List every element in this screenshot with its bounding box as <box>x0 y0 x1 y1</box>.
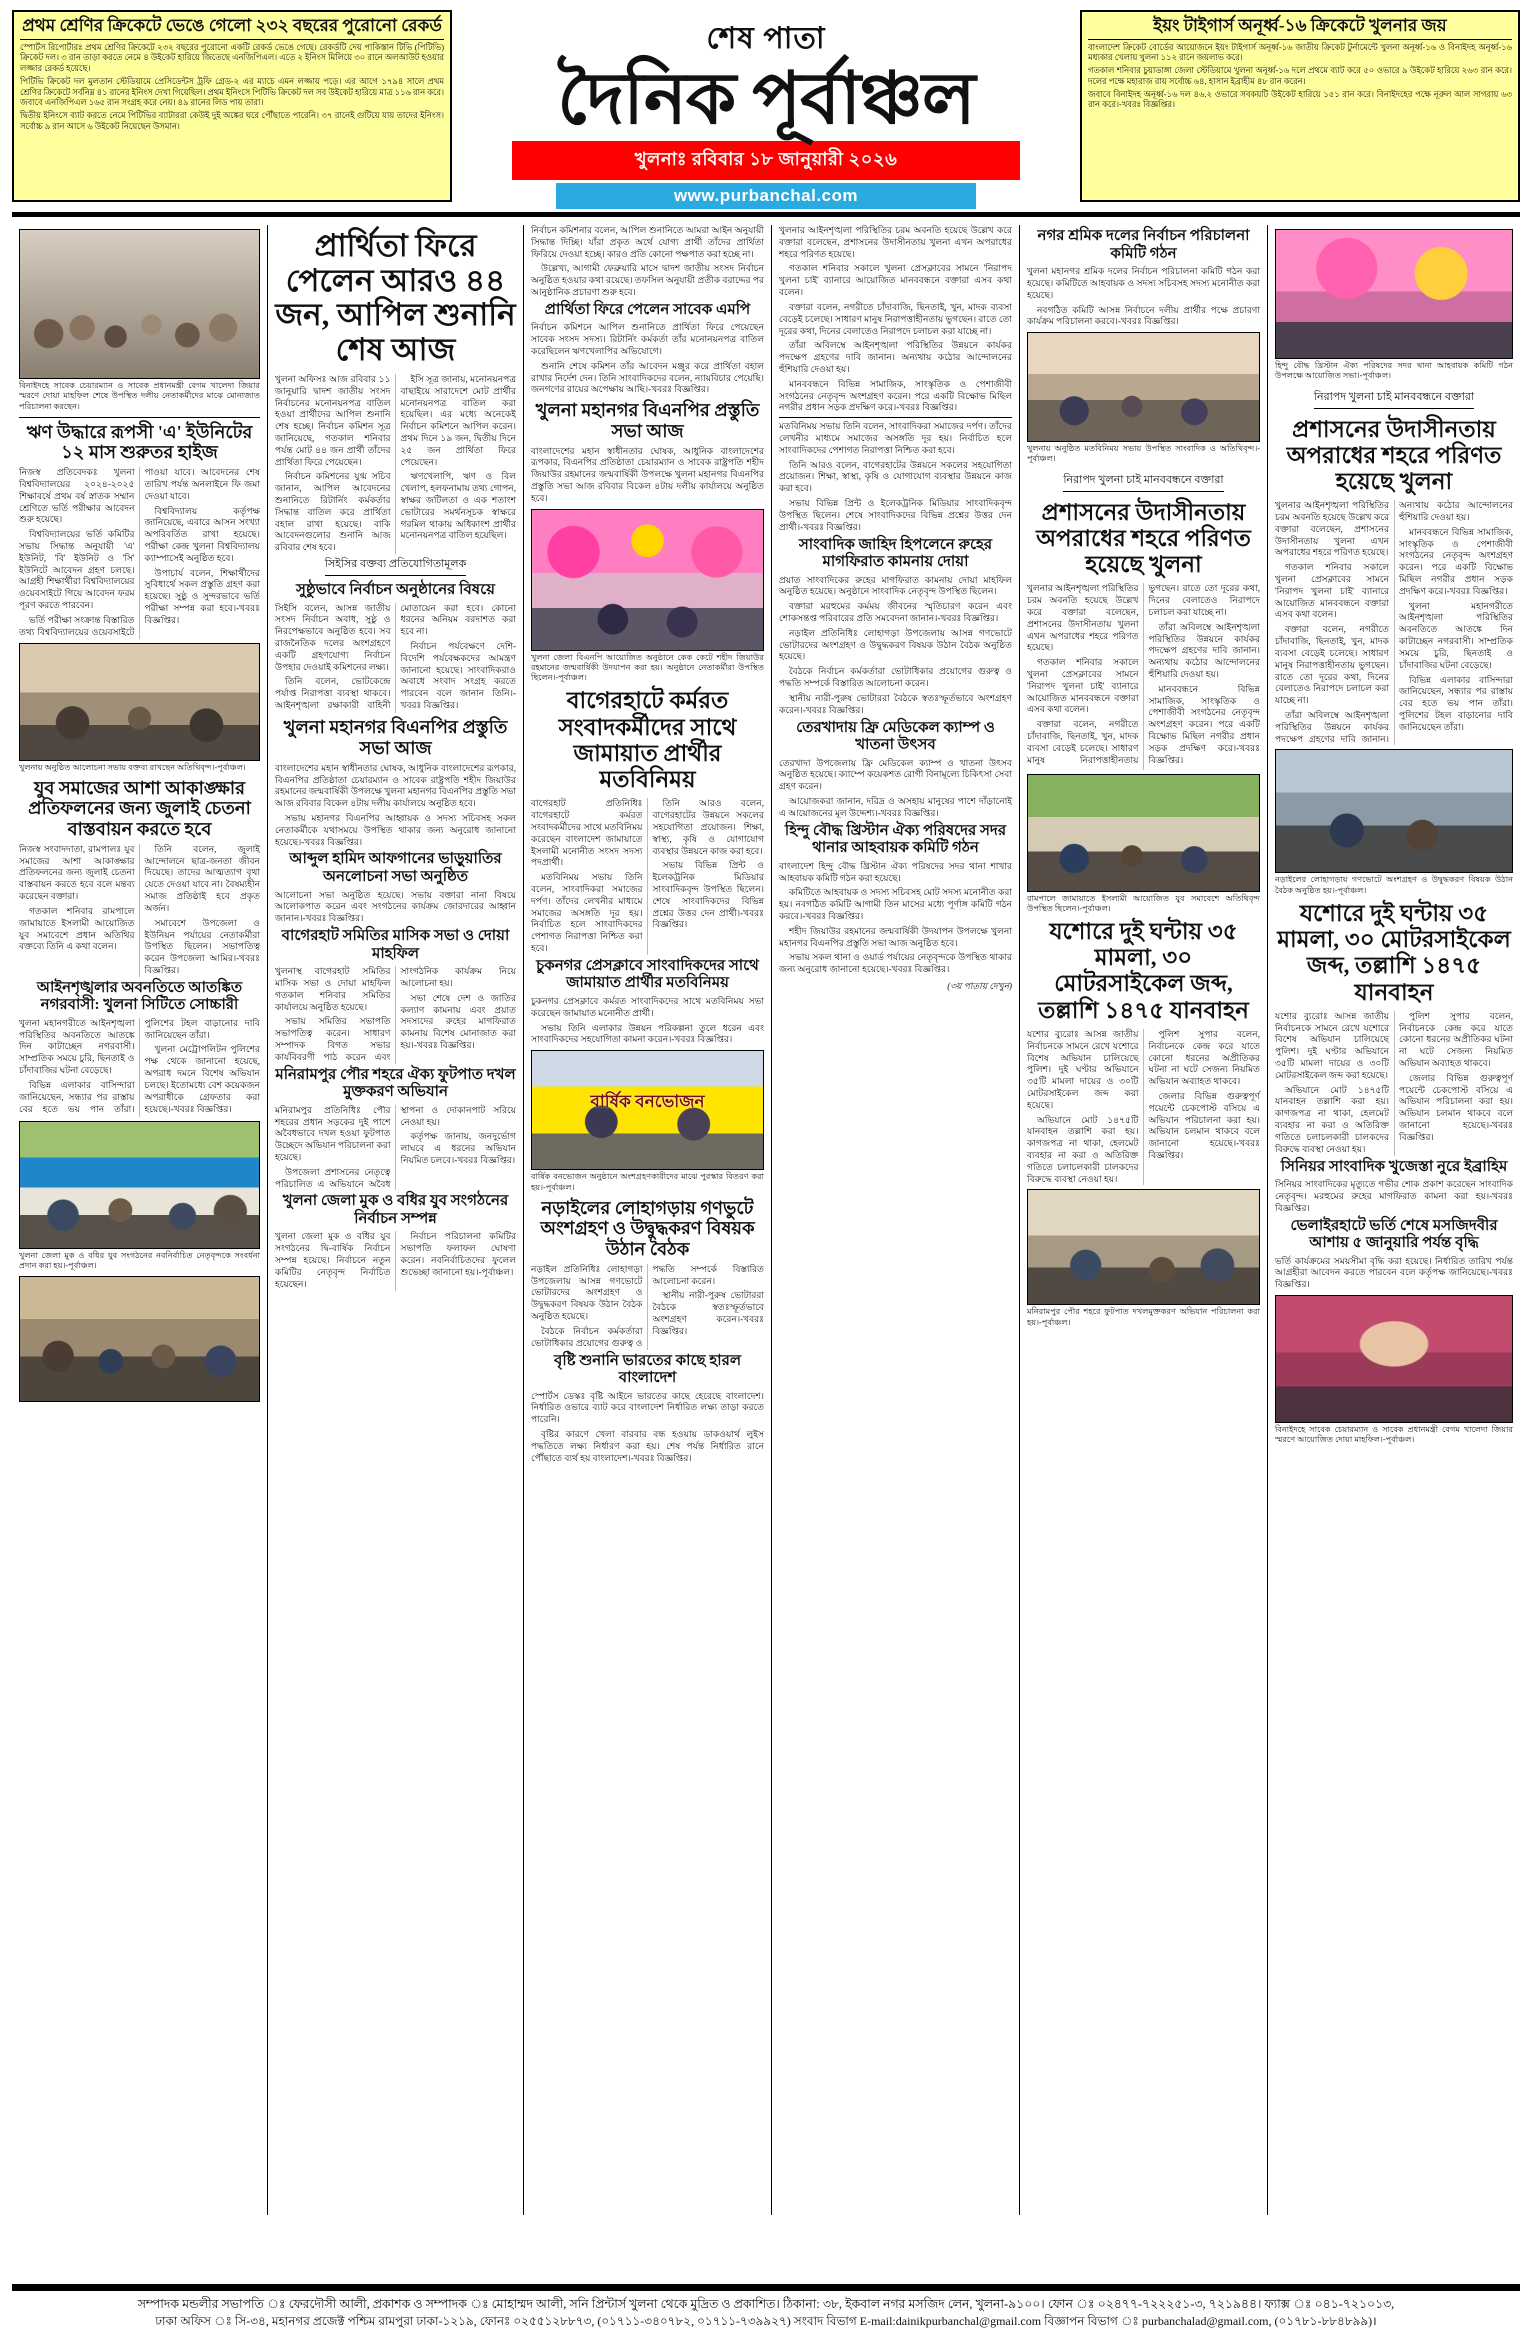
story-headline-terokhada[interactable]: তেরখাদায় ফ্রি মেডিকেল ক্যাম্প ও খাতনা উৎসব <box>796 719 995 754</box>
story-headline-deaf-youth[interactable]: খুলনা জেলা মুক ও বধির যুব সংগঠনের নির্বাচন সম্পন্ন <box>282 1193 509 1227</box>
paragraph: বক্তারা বলেন, নগরীতে চাঁদাবাজি, ছিনতাই, খুন, মাদক ব্যবসা বেড়েই চলেছে। সাধারণ মানুষ নিরাপত্তাহীনতায় ভুগছেন। রাতে তো দূরের কথা, দিনের বেলাতেও নিরাপদে চলাচল করা যাচ্ছে না। <box>779 301 1012 336</box>
paragraph: বক্তারা বলেন, নগরীতে চাঁদাবাজি, ছিনতাই, খুন, মাদক ব্যবসা বেড়েই চলেছে। সাধারণ মানুষ নিরাপত্তাহীনতায় ভুগছেন। রাতে তো দূরের কথা, দিনের বেলাতেও নিরাপদে চলাচল করা যাচ্ছে না। <box>1027 583 1260 765</box>
story-body-jessore-cases <box>1275 1011 1513 1156</box>
paragraph: জেলার বিভিন্ন গুরুত্বপূর্ণ পয়েন্টে চেকপোস্ট বসিয়ে এ অভিযান পরিচালনা করা হয়। অভিযান চলমান থাকবে বলে জানানো হয়েছে।-খবরঃ বিজ্ঞপ্তির। <box>1399 1072 1513 1142</box>
photo-celebration <box>1275 229 1513 359</box>
paragraph: গতকাল শনিবার রামপালে জামায়াতে ইসলামী আয়োজিত যুব সমাবেশে প্রধান অতিথির বক্তব্যে তিনি এ কথা বলেন। <box>19 905 135 952</box>
story-body-narail <box>531 1264 764 1350</box>
flag-box-right <box>1080 10 1520 202</box>
flag-right-para: জবাবে বিনাইদহ অনূর্ধ্ব-১৬ দল ৪৬.২ ওভারে সবকয়টি উইকেট হারিয়ে ১৫১ রান করে। বিনাইদহের পক্ষে নূরুল আল সাগরায় ৬৩ রান করে।-খবরঃ বিজ্ঞপ্তির। <box>1088 89 1512 110</box>
paragraph: বিশ্ববিদ্যালয় কর্তৃপক্ষ জানিয়েছে, এবারে আসন সংখ্যা অপরিবর্তিত রাখা হয়েছে। পরীক্ষা কেন্দ্র খুলনা বিশ্ববিদ্যালয় ক্যাম্পাসেই অনুষ্ঠিত হবে। <box>144 505 260 563</box>
footer-line-1: সম্পাদক মন্ডলীর সভাপতি ঃ ফেরদৌসী আলী, প্রকাশক ও সম্পাদক ঃ মোহাম্মদ আলী, সনি প্রিন্টার্স খুলনা থেকে মুদ্রিত ও প্রকাশিত। ঠিকানা: ৩৮, ইকবাল নগর মসজিদ লেন, খুলনা-৯১০০। ফোন ঃ ০২৪৭৭-৭২২২৫১-৩, ৭২১৯৪৪। ফ্যাক্স ঃ ০৪১-৭২১০১৩, <box>137 2297 1395 2312</box>
paragraph: খুলনা মহানগরীতে আইনশৃঙ্খলা পরিস্থিতির অবনতিতে আতঙ্কে দিন কাটাচ্ছেন নগরবাসী। সাম্প্রতিক সময়ে চুরি, ছিনতাই ও চাঁদাবাজির ঘটনা বেড়েছে। <box>1399 600 1513 670</box>
photo-annual-picnic <box>531 1050 764 1170</box>
paragraph: তাঁরা অবিলম্বে আইনশৃঙ্খলা পরিস্থিতির উন্নয়নে কার্যকর পদক্ষেপ গ্রহণের দাবি জানান। অন্যথায় কঠোর আন্দোলনের হুঁশিয়ারি দেওয়া হয়। <box>1148 621 1260 679</box>
photo-caption: মনিরামপুর পৌর শহরে ফুটপাত দখলমুক্তকরণ অভিযান পরিচালনা করা হয়।-পূর্বাঞ্চল। <box>1027 1307 1260 1327</box>
story-headline-jessore-drive[interactable]: যশোরে দুই ঘন্টায় ৩৫ মামলা, ৩০ মোটরসাইকেল জব্দ, তল্লাশি ১৪৭৫ যানবাহন <box>1038 919 1249 1023</box>
paragraph: সভা শেষে দেশ ও জাতির কল্যাণ কামনায় এবং প্রয়াত সদস্যদের রুহের মাগফিরাত কামনায় বিশেষ মোনাজাত করা হয়।-খবরঃ বিজ্ঞপ্তির। <box>400 992 516 1050</box>
paragraph: বাংলাদেশ হিন্দু বৌদ্ধ খ্রিস্টান ঐক্য পরিষদের সদর থানা শাখার আহবায়ক কমিটি গঠন করা হয়েছে। <box>779 860 1012 883</box>
paragraph: শহীদ জিয়াউর রহমানের জন্মবার্ষিকী উদযাপন উপলক্ষে খুলনা মহানগর বিএনপির প্রস্তুতি সভা আজ অনুষ্ঠিত হবে। <box>779 925 1012 948</box>
paragraph: বিভিন্ন এলাকার বাসিন্দারা জানিয়েছেন, সন্ধ্যার পর রাস্তায় বের হতে ভয় পান তাঁরা। পুলিশের টহল বাড়ানোর দাবি জানিয়েছেন তাঁরা। <box>19 1017 260 1114</box>
paragraph: মনিরামপুর প্রতিনিধিঃ পৌর শহরের প্রধান সড়কের দুই পাশে অবৈধভাবে দখল হওয়া ফুটপাত উচ্ছেদে অভিযান পরিচালনা করা হয়েছে। <box>275 1104 391 1162</box>
masthead-supertitle: শেষ পাতা <box>706 22 826 55</box>
paragraph: যশোর ব্যুরোঃ আসন্ন জাতীয় নির্বাচনকে সামনে রেখে যশোরে বিশেষ অভিযান চালিয়েছে পুলিশ। দুই ঘণ্টার অভিযানে ৩৫টি মামলা দায়ের ও ৩০টি মোটরসাইকেল জব্দ করা হয়েছে। <box>1275 1010 1389 1080</box>
paragraph: তেরখাদা উপজেলায় ফ্রি মেডিকেল ক্যাম্প ও খাতনা উৎসব অনুষ্ঠিত হয়েছে। ক্যাম্পে কয়েকশত রোগী বিনামূল্যে চিকিৎসা সেবা গ্রহণ করেন। <box>779 757 1012 792</box>
story-headline-ku-admission[interactable]: ঋণ উদ্ধারে রূপসী 'এ' ইউনিটের ১২ মাস শুরুতর হাইজ <box>26 421 253 463</box>
column-4 <box>772 225 1020 2215</box>
paragraph: স্পোর্টস ডেস্কঃ বৃষ্টি আইনে ভারতের কাছে হেরেছে বাংলাদেশ। নির্ধারিত ওভারে ব্যাট করে বাংলাদেশ নির্ধারিত লক্ষ্য তাড়া করতে পারেনি। <box>531 1390 764 1425</box>
divider <box>19 417 260 418</box>
kicker-wrap <box>1027 470 1260 495</box>
paragraph: তিনি বলেন, ভোটকেন্দ্রে পর্যাপ্ত নিরাপত্তা ব্যবস্থা থাকবে। আইনশৃঙ্খলা রক্ষাকারী বাহিনী মোতায়েন করা হবে। কোনো ধরনের অনিয়ম বরদাশত করা হবে না। <box>275 602 516 711</box>
paragraph: তাঁরা অবিলম্বে আইনশৃঙ্খলা পরিস্থিতির উন্নয়নে কার্যকর পদক্ষেপ গ্রহণের দাবি জানান। অন্যথায় কঠোর আন্দোলনের হুঁশিয়ারি দেওয়া হয়। <box>1275 500 1513 744</box>
photo-caption: খুলনায় অনুষ্ঠিত আলোচনা সভায় বক্তব্য রাখছেন অতিথিবৃন্দ।-পূর্বাঞ্চল। <box>19 762 246 772</box>
paragraph: মতবিনিময় সভায় তিনি বলেন, সাংবাদিকরা সমাজের দর্পণ। তাঁদের লেখনীর মাধ্যমে সমাজের অসঙ্গতি দূর হয়। নির্বাচিত হলে সাংবাদিকদের পেশাগত নিরাপত্তা নিশ্চিত করা হবে। <box>531 872 643 954</box>
photo-uthan-boithok <box>1275 749 1513 873</box>
paragraph: পুলিশ সুপার বলেন, নির্বাচনকে কেন্দ্র করে যাতে কোনো ধরনের অপ্রীতিকর ঘটনা না ঘটে সেজন্য নিয়মিত অভিযান অব্যাহত থাকবে। <box>1399 1010 1513 1069</box>
paragraph: শুনানি শেষে কমিশন তাঁর আবেদন মঞ্জুর করে প্রার্থিতা বহাল রাখার নির্দেশ দেন। তিনি সাংবাদিকদের বলেন, ন্যায়বিচার পেয়েছি। জনগণের রায়ের অপেক্ষায় আছি।-খবরঃ বিজ্ঞপ্তির। <box>531 360 764 395</box>
paragraph: বাগেরহাট প্রতিনিধিঃ বাগেরহাটে কর্মরত সংবাদকর্মীদের সাথে মতবিনিময় করেছেন বাংলাদেশ জামায়াতে ইসলামী মনোনীত সংসদ সদস্য পদপ্রার্থী। <box>531 798 643 868</box>
masthead-title: দৈনিক পূর্বাঞ্চল <box>557 59 975 139</box>
story-kicker-cec: সিইসির বক্তব্য প্রতিযোগিতামূলক <box>325 555 467 576</box>
story-body-admin-negligence <box>1275 500 1513 745</box>
lead-body <box>275 374 516 554</box>
story-headline-narail[interactable]: নড়াইলের লোহাগড়ায় গণভুটে অংশগ্রহণ ও উদ্বুদ্ধকরণ বিষয়ক উঠান বৈঠক <box>540 1197 755 1260</box>
paragraph: আলোচনা সভা অনুষ্ঠিত হয়েছে। সভায় বক্তারা নানা বিষয়ে আলোকপাত করেন এবং সংগঠনের কার্যক্রম জোরদারের আহ্বান জানান।-খবরঃ বিজ্ঞপ্তির। <box>275 889 516 924</box>
flag-left-para: স্পোর্টস রিপোর্টারঃ প্রথম শ্রেণির ক্রিকেটে ২৩২ বছরের পুরোনো একটি রেকর্ড ভেঙে গেছে। রেকর্ডটি দেয় পাকিস্তান টিভি (পিটিভি) ক্রিকেট দল। ৩ রান তাড়া করতে নেমে ৪ উইকেট হারিয়ে জিতেছে এনজিপিএল। এতে ২ ইনিংস মিলিয়ে ৩০ রানে অলআউট হওয়ার লজ্জার রেকর্ড হয়েছে। <box>20 42 444 74</box>
column-3 <box>524 225 772 2215</box>
masthead <box>12 10 1520 206</box>
paragraph: নড়াইল প্রতিনিধিঃ লোহাগড়া উপজেলায় আসন্ন গণভোটে ভোটারদের অংশগ্রহণ ও উদ্বুদ্ধকরণ বিষয়ক উঠান বৈঠক অনুষ্ঠিত হয়েছে। <box>531 1263 643 1322</box>
paragraph: ভর্তি কার্যক্রমের সময়সীমা বৃদ্ধি করা হয়েছে। নির্ধারিত তারিখ পর্যন্ত আগ্রহীরা আবেদন করতে পারবেন বলে কর্তৃপক্ষ জানিয়েছে।-খবরঃ বিজ্ঞপ্তির। <box>1275 1255 1513 1290</box>
paragraph: কর্তৃপক্ষ জানায়, জনদুর্ভোগ লাঘবে এ ধরনের অভিযান নিয়মিত চলবে।-খবরঃ বিজ্ঞপ্তির। <box>400 1131 516 1165</box>
paragraph: জেলার বিভিন্ন গুরুত্বপূর্ণ পয়েন্টে চেকপোস্ট বসিয়ে এ অভিযান পরিচালনা করা হয়। অভিযান চলমান থাকবে বলে জানানো হয়েছে।-খবরঃ বিজ্ঞপ্তির। <box>1148 1090 1260 1160</box>
paragraph: বিভিন্ন এলাকার বাসিন্দারা জানিয়েছেন, সন্ধ্যার পর রাস্তায় বের হতে ভয় পান তাঁরা। পুলিশের টহল বাড়ানোর দাবি জানিয়েছেন তাঁরা। <box>1399 674 1513 732</box>
paragraph: স্থানীয় নারী-পুরুষ ভোটাররা বৈঠকে স্বতঃস্ফূর্তভাবে অংশগ্রহণ করেন।-খবরঃ বিজ্ঞপ্তির। <box>779 692 1012 715</box>
paragraph: সভায় সকল থানা ও ওয়ার্ড পর্যায়ের নেতৃবৃন্দকে উপস্থিত থাকার জন্য অনুরোধ জানানো হয়েছে।-খবরঃ বিজ্ঞপ্তির। <box>779 952 1012 975</box>
paragraph: ঋণখেলাপি, ঋণ ও বিল খেলাপ, হলফনামায় তথ্য গোপন, স্বাক্ষর জটিলতা ও এক শতাংশ ভোটারের সমর্থনসূচক স্বাক্ষরে গরমিল থাকায় অধিকাংশ প্রার্থীর মনোনয়নপত্র বাতিল হয়েছিল। <box>400 471 516 541</box>
photo-caption: খুলনা জেলা মুক ও বধির যুব সংগঠনের নবনির্বাচিত নেতৃবৃন্দকে সংবর্ধনা প্রদান করা হয়।-পূর্বাঞ্চল। <box>19 1250 260 1271</box>
masthead-rule <box>12 212 1520 217</box>
paragraph: নির্বাচন কমিশনের যুগ্ম সচিব জানান, আপিল আবেদনের শুনানিতে রিটার্নিং কর্মকর্তার সিদ্ধান্ত বাতিল করে প্রার্থিতা বহাল রাখা হয়েছে। বাকি আবেদনগুলোর শুনানি আজ রবিবার শেষ হবে। <box>275 471 391 553</box>
paragraph: খুলনা মেট্রোপলিটন পুলিশের পক্ষ থেকে জানানো হয়েছে, অপরাধ দমনে বিশেষ অভিযান চলছে। ইতোমধ্যে বেশ কয়েকজন অপরাধীকে গ্রেফতার করা হয়েছে।-খবরঃ বিজ্ঞপ্তির। <box>144 1044 260 1114</box>
photo-banner-text: বার্ষিক বনভোজন <box>590 1092 705 1112</box>
paragraph: আয়োজকরা জানান, দরিদ্র ও অসহায় মানুষের পাশে দাঁড়ানোই এ আয়োজনের মূল উদ্দেশ্য।-খবরঃ বিজ্ঞপ্তির। <box>779 796 1012 818</box>
paragraph: ইসি সূত্র জানায়, মনোনয়নপত্র বাছাইয়ে সারাদেশে মোট প্রার্থীর মনোনয়নপত্র বাতিল করা হয়েছিল। এর মধ্যে অনেকেই নির্বাচন কমিশনে আপিল করেন। প্রথম দিনে ১৯ জন, দ্বিতীয় দিনে ২৫ জন প্রার্থিতা ফিরে পেয়েছেন। <box>400 373 516 467</box>
paragraph: বক্তারা মরহুমের কর্মময় জীবনের স্মৃতিচারণ করেন এবং শোকসন্তপ্ত পরিবারের প্রতি সমবেদনা জানান।-খবরঃ বিজ্ঞপ্তির। <box>779 601 1012 624</box>
paragraph: খুলনা অফিসঃ আজ রবিবার ১১ জানুয়ারি দ্বাদশ জাতীয় সংসদ নির্বাচনের মনোনয়নপত্র বাতিল হওয়া প্রার্থীদের আপিল শুনানি শেষ হচ্ছে। নির্বাচন কমিশন সূত্র জানিয়েছে, গতকাল শনিবার পর্যন্ত মোট ৪৪ জন প্রার্থী তাঁদের প্রার্থিতা ফিরে পেয়েছেন। <box>275 373 391 467</box>
column-6 <box>1268 225 1520 2215</box>
story-body-safe-khulna <box>1027 583 1260 769</box>
paragraph: তিনি আরও বলেন, বাগেরহাটের উন্নয়নে সকলের সহযোগিতা প্রয়োজন। শিক্ষা, স্বাস্থ্য, কৃষি ও যোগাযোগ ব্যবস্থার উন্নয়নে কাজ করা হবে। <box>652 798 764 856</box>
paragraph: মানববন্ধনে বিভিন্ন সামাজিক, সাংস্কৃতিক ও পেশাজীবী সংগঠনের নেতৃবৃন্দ অংশগ্রহণ করেন। পরে একটি বিক্ষোভ মিছিল নগরীর প্রধান সড়ক প্রদক্ষিণ করে।-খবরঃ বিজ্ঞপ্তির। <box>1399 526 1513 596</box>
story-headline-bagerhat-jamaat[interactable]: বাগেরহাটে কর্মরত সংবাদকর্মীদের সাথে জামায়াত প্রার্থীর মতবিনিময় <box>558 688 737 793</box>
flag-left-body <box>20 43 444 133</box>
paragraph: সিনিয়র সাংবাদিকের মৃত্যুতে গভীর শোক প্রকাশ করেছেন সাংবাদিক নেতৃবৃন্দ। মরহুমের রুহের মাগফিরাত কামনা করা হয়।-খবরঃ বিজ্ঞপ্তির। <box>1275 1179 1513 1213</box>
story-headline-bnp-prep[interactable]: খুলনা মহানগর বিএনপির প্রস্তুতি সভা আজ <box>535 400 760 441</box>
story-body-bagerhat-samiti <box>275 966 516 1064</box>
lead-subheadline: প্রার্থিতা ফিরে পেলেন সাবেক এমপি <box>544 301 751 318</box>
paragraph: বৈঠকে নির্বাচন কর্মকর্তারা ভোটাধিকার প্রয়োগের গুরুত্ব ও পদ্ধতি সম্পর্কে বিস্তারিত আলোচনা করেন। <box>531 1263 764 1348</box>
paragraph: নির্বাচন কমিশনার বলেন, আপিল শুনানিতে আমরা আইন অনুযায়ী সিদ্ধান্ত দিচ্ছি। যাঁরা প্রকৃত অর্থে যোগ্য প্রার্থী তাঁদের প্রার্থিতা ফিরিয়ে দেওয়া হচ্ছে। কারও প্রতি কোনো পক্ষপাত করা হচ্ছে না। <box>531 225 764 259</box>
flag-right-para: গতকাল শনিবার চুয়াডাঙ্গা জেলা স্টেডিয়ামে খুলনা অনূর্ধ্ব-১৬ দলে প্রথমে ব্যাট করে ৫০ ওভারে ৯ উইকেট হারিয়ে ২৬৩ রান করে। দলের পক্ষে মহারাজ রায় সর্বোচ্চ ৬৪, হাসান ইব্রাহীম ৪৮ রান করেন। <box>1088 66 1512 86</box>
paragraph: নড়াইল প্রতিনিধিঃ লোহাগড়া উপজেলায় আসন্ন গণভোটে ভোটারদের অংশগ্রহণ ও উদ্বুদ্ধকরণ বিষয়ক উঠান বৈঠক অনুষ্ঠিত হয়েছে। <box>779 627 1012 662</box>
paragraph: নির্বাচন পরিচালনা কমিটির সভাপতি ফলাফল ঘোষণা করেন। নবনির্বাচিতদের ফুলেল শুভেচ্ছা জানানো হয়।-পূর্বাঞ্চল। <box>400 1231 516 1277</box>
story-body-jessore-drive <box>1027 1029 1260 1186</box>
paragraph: কমিটিতে আহবায়ক ও সদস্য সচিবসহ মোট সদস্য মনোনীত করা হয়। নবগঠিত কমিটি আগামী তিন মাসের মধ্যে পূর্ণাঙ্গ কমিটি গঠন করবে।-খবরঃ বিজ্ঞপ্তির। <box>779 887 1012 922</box>
paragraph: বক্তারা বলেন, নগরীতে চাঁদাবাজি, ছিনতাই, খুন, মাদক ব্যবসা বেড়েই চলেছে। সাধারণ মানুষ নিরাপত্তাহীনতায় ভুগছেন। রাতে তো দূরের কথা, দিনের বেলাতেও নিরাপদে চলাচল করা যাচ্ছে না। <box>1275 624 1389 706</box>
story-headline-bagerhat-samiti[interactable]: বাগেরহাট সমিতির মাসিক সভা ও দোয়া মাহফিল <box>281 928 510 962</box>
photo-group <box>19 1276 260 1402</box>
story-headline-labour-committee[interactable]: নগর শ্রমিক দলের নির্বাচন পরিচালনা কমিটি গঠন <box>1037 228 1250 262</box>
paragraph: নির্বাচন পর্যবেক্ষণে দেশি-বিদেশি পর্যবেক্ষকদের আমন্ত্রণ জানানো হয়েছে। সাংবাদিকরাও অবাধে সংবাদ সংগ্রহ করতে পারবেন বলে জানান তিনি।-খবরঃ বিজ্ঞপ্তির। <box>400 641 516 711</box>
paragraph: গতকাল শনিবার সকালে খুলনা প্রেসক্লাবের সামনে 'নিরাপদ খুলনা চাই' ব্যানারে আয়োজিত মানববন্ধনে বক্তারা এসব কথা বলেন। <box>1275 562 1389 620</box>
paragraph: উপাচার্য বলেন, শিক্ষার্থীদের সুবিধার্থে সকল প্রস্তুতি গ্রহণ করা হয়েছে। সুষ্ঠু ও সুন্দরভাবে ভর্তি পরীক্ষা সম্পন্ন করা হবে।-খবরঃ বিজ্ঞপ্তির। <box>144 567 260 625</box>
story-headline-journalist-dua[interactable]: সাংবাদিক জাহিদ হিপলেনে রুহের মাগফিরাত কামনায় দোয়া <box>798 536 993 571</box>
paragraph: প্রয়াত সাংবাদিকের রুহের মাগফিরাত কামনায় দোয়া মাহফিল অনুষ্ঠিত হয়েছে। অনুষ্ঠানে সাংবাদিক নেতৃবৃন্দ উপস্থিত ছিলেন। <box>779 574 1012 597</box>
photo-caption: নড়াইলের লোহাগড়ায় গণভোটে অংশগ্রহণ ও উদ্বুদ্ধকরণ বিষয়ক উঠান বৈঠক অনুষ্ঠিত হয়।-পূর্বাঞ্চল। <box>1275 875 1513 895</box>
paragraph: খুলনা জেলা মুক ও বধির যুব সংগঠনের দ্বি-বার্ষিক নির্বাচন সম্পন্ন হয়েছে। নির্বাচনে নতুন কমিটির নেতৃবৃন্দ নির্বাচিত হয়েছেন। <box>275 1231 391 1289</box>
footer-line-2: ঢাকা অফিস ঃ সি-৩৪, মহানগর প্রজেক্ট পশ্চিম রামপুরা ঢাকা-১২১৯, ফোনঃ ০২৫৫১২৮৮৭৩, (০১৭১১-৩৪০৭৮২, ০১৭১১-৭৩৯৯২৭) সংবাদ বিভাগ E-mail:dainikpurbanchal@gmail.com বিজ্ঞাপন বিভাগ ঃ purbanchalad@gmail.com, (০১৭৮১-৮৮৪৮৯৯)। <box>155 2314 1377 2329</box>
column-1 <box>12 225 268 2215</box>
paragraph: অভিযানে মোট ১৪৭৫টি যানবাহন তল্লাশি করা হয়। কাগজপত্র না থাকা, হেলমেট ব্যবহার না করা ও অতিরিক্ত গতিতে চলাচলকারী চালকদের বিরুদ্ধে ব্যবস্থা নেওয়া হয়। <box>1027 1114 1139 1184</box>
paragraph: বাংলাদেশের মহান স্বাধীনতার ঘোষক, আধুনিক বাংলাদেশের রূপকার, বিএনপির প্রতিষ্ঠাতা চেয়ারম্যান ও সাবেক রাষ্ট্রপতি শহীদ জিয়াউর রহমানের জন্মবার্ষিকী উপলক্ষে খুলনা মহানগর বিএনপির প্রস্তুতি সভা আজ রবিবার বিকেল ৪টায় দলীয় কার্যালয়ে অনুষ্ঠিত হবে। <box>275 762 516 809</box>
column-2 <box>268 225 524 2215</box>
paragraph: বৃষ্টির কারণে খেলা বারবার বন্ধ হওয়ায় ডাকওয়ার্থ লুইস পদ্ধতিতে লক্ষ্য নির্ধারণ করা হয়। শেষ পর্যন্ত নির্ধারিত রানে পৌঁছাতে ব্যর্থ হয় বাংলাদেশ।-খবরঃ বিজ্ঞপ্তির। <box>531 1429 764 1463</box>
story-body-monirampur <box>275 1105 516 1191</box>
photo-reception <box>19 643 260 761</box>
paragraph: মতবিনিময় সভায় তিনি বলেন, সাংবাদিকরা সমাজের দর্পণ। তাঁদের লেখনীর মাধ্যমে সমাজের অসঙ্গতি দূর হয়। নির্বাচিত হলে সাংবাদিকদের পেশাগত নিরাপত্তা নিশ্চিত করা হবে। <box>779 421 1012 455</box>
paragraph: নিজস্ব প্রতিবেদকঃ খুলনা বিশ্ববিদ্যালয়ের ২০২৪-২০২৫ শিক্ষাবর্ষে প্রথম বর্ষ স্নাতক সম্মান শ্রেণিতে ভর্তি পরীক্ষার আবেদন শুরু হয়েছে। <box>19 467 135 525</box>
photo-caption: খুলনায় অনুষ্ঠিত মতবিনিময় সভায় উপস্থিত সাংবাদিক ও অতিথিবৃন্দ।-পূর্বাঞ্চল। <box>1027 444 1260 464</box>
photo-caption: বিনাইদহে সাবেক চেয়ারম্যান ও সাবেক প্রধানমন্ত্রী বেগম খালেদা জিয়ার স্মরণে দোয়া মাহফিল শেষে উপস্থিত দলীয় নেতাকর্মীদের মাঝে মোনাজাত পরিচালনা করছেন। <box>19 381 260 411</box>
jump-line[interactable]: (৩য় পাতায় দেখুন) <box>947 981 1012 992</box>
paragraph: খুলনার আইনশৃঙ্খলা পরিস্থিতির চরম অবনতি হয়েছে উল্লেখ করে বক্তারা বলেছেন, প্রশাসনের উদাসীনতায় খুলনা এখন অপরাধের শহরে পরিণত হয়েছে। <box>1027 583 1139 653</box>
photo-caption: বিনাইদহে সাবেক চেয়ারম্যান ও সাবেক প্রধানমন্ত্রী বেগম খালেদা জিয়ার স্মরণে আয়োজিত দোয়া মাহফিল।-পূর্বাঞ্চল। <box>1275 1425 1513 1445</box>
photo-caption: বার্ষিক বনভোজন অনুষ্ঠানে অংশগ্রহণকারীদের মাঝে পুরস্কার বিতরণ করা হয়।-পূর্বাঞ্চল। <box>531 1172 764 1192</box>
paragraph: চুকনগর প্রেসক্লাবে কর্মরত সাংবাদিকদের সাথে মতবিনিময় সভা করেছেন জামায়াত মনোনীত প্রার্থী। <box>531 996 764 1018</box>
story-headline-safe-khulna[interactable]: প্রশাসনের উদাসীনতায় অপরাধের শহরে পরিণত হয়েছে খুলনা <box>1036 499 1251 578</box>
paragraph: সিইসি বলেন, আসন্ন জাতীয় সংসদ নির্বাচন অবাধ, সুষ্ঠু ও নিরপেক্ষভাবে অনুষ্ঠিত হবে। সব রাজনৈতিক দলের অংশগ্রহণে একটি গ্রহণযোগ্য নির্বাচন উপহার দেওয়াই কমিশনের লক্ষ্য। <box>275 602 391 672</box>
photo-bnp-cake <box>531 509 764 651</box>
photo-committee-meeting <box>1027 332 1260 442</box>
paragraph: নবগঠিত কমিটি আসন্ন নির্বাচনে দলীয় প্রার্থীর পক্ষে প্রচারণা কার্যক্রম পরিচালনা করবে।-খবরঃ বিজ্ঞপ্তির। <box>1027 304 1260 327</box>
paragraph: খুলনার আইনশৃঙ্খলা পরিস্থিতির চরম অবনতি হয়েছে উল্লেখ করে বক্তারা বলেছেন, প্রশাসনের উদাসীনতায় খুলনা এখন অপরাধের শহরে পরিণত হয়েছে। <box>1275 500 1389 558</box>
flag-left-para: পিটিভি ক্রিকেট দল মুলতান স্টেডিয়ামে প্রেসিডেন্টস ট্রফি গ্রেড-২ এর ম্যাচে এমন লজ্জায় পড়ে। এর আগে ১৭৯৪ সালে প্রথম শ্রেণির ক্রিকেটে সর্বনিম্ন ৪১ রানের ইনিংস দেখা গিয়েছিল। প্রথম ইনিংসে পিটিভি ক্রিকেট দল সব উইকেট হারিয়ে মাত্র ১১৬ রান করে। জবাবে এনজিপিএল ১৬৫ রান সংগ্রহ করে নেয়। ৪৯ রানের লিড পায় তারা। <box>20 76 444 108</box>
paragraph: উল্লেখ্য, আগামী ফেব্রুয়ারি মাসে দ্বাদশ জাতীয় সংসদ নির্বাচন অনুষ্ঠিত হওয়ার কথা রয়েছে। তফসিল অনুযায়ী প্রতীক বরাদ্দের পর আনুষ্ঠানিক প্রচারণা শুরু হবে। <box>531 263 764 298</box>
paragraph: তিনি বলেন, জুলাই আন্দোলনে ছাত্র-জনতা জীবন দিয়েছে। তাদের আত্মত্যাগ বৃথা যেতে দেওয়া যাবে না। বৈষম্যহীন সমাজ প্রতিষ্ঠাই হবে প্রকৃত অর্জন। <box>144 843 260 913</box>
story-headline-jessore-cases[interactable]: যশোরে দুই ঘন্টায় ৩৫ মামলা, ৩০ মোটরসাইকেল জব্দ, তল্লাশি ১৪৭৫ যানবাহন <box>1277 900 1511 1005</box>
paragraph: গতকাল শনিবার সকালে খুলনা প্রেসক্লাবের সামনে 'নিরাপদ খুলনা চাই' ব্যানারে আয়োজিত মানববন্ধনে বক্তারা এসব কথা বলেন। <box>779 263 1012 298</box>
paragraph: খুলনার আইনশৃঙ্খলা পরিস্থিতির চরম অবনতি হয়েছে উল্লেখ করে বক্তারা বলেছেন, প্রশাসনের উদাসীনতায় খুলনা এখন অপরাধের শহরে পরিণত হয়েছে। <box>779 225 1012 259</box>
story-headline-hamid-afghan[interactable]: আব্দুল হামিদ আফগানের ভাড়ুয়াতির অনলোচনা সভা অনুষ্ঠিত <box>289 851 502 886</box>
story-headline-law-order[interactable]: আইনশৃঙ্খলার অবনতিতে আতঙ্কিত নগরবাসী: খুলনা সিটিতে সোচ্চারী <box>36 979 243 1014</box>
divider <box>779 417 1012 418</box>
paragraph: সভায় সমিতির সভাপতি সভাপতিত্ব করেন। সাধারণ সম্পাদক বিগত সভার কার্যবিবরণী পাঠ করেন এবং সাংগঠনিক কার্যক্রম নিয়ে আলোচনা হয়। <box>275 966 516 1062</box>
story-kicker-safe-khulna-2: নিরাপদ খুলনা চাই মানববন্ধনে বক্তারা <box>1314 388 1474 409</box>
story-headline-admin-negligence[interactable]: প্রশাসনের উদাসীনতায় অপরাধের শহরে পরিণত হয়েছে খুলনা <box>1286 416 1502 494</box>
photo-caption: হিন্দু বৌদ্ধ খ্রিস্টান ঐক্য পরিষদের সদর থানা আহবায়ক কমিটি গঠন উপলক্ষে আয়োজিত সভা।-পূর্বাঞ্চল। <box>1275 361 1513 381</box>
photo-group-khulna <box>1027 774 1260 892</box>
masthead-datebar: খুলনাঃ রবিবার ১৮ জানুয়ারী ২০২৬ <box>512 141 1020 180</box>
paragraph: স্থানীয় নারী-পুরুষ ভোটাররা বৈঠকে স্বতঃস্ফূর্তভাবে অংশগ্রহণ করেন।-খবরঃ বিজ্ঞপ্তির। <box>652 1290 764 1336</box>
paragraph: পুলিশ সুপার বলেন, নির্বাচনকে কেন্দ্র করে যাতে কোনো ধরনের অপ্রীতিকর ঘটনা না ঘটে সেজন্য নিয়মিত অভিযান অব্যাহত থাকবে। <box>1148 1028 1260 1087</box>
flag-box-left <box>12 10 452 202</box>
content-grid <box>12 225 1520 2215</box>
footer-rule <box>12 2284 1520 2291</box>
photo-dua-mahfil <box>19 229 260 379</box>
story-headline-hindu-buddhist[interactable]: হিন্দু বৌদ্ধ খ্রিস্টান ঐক্য পরিষদের সদর থানার আহবায়ক কমিটি গঠন <box>784 822 1007 857</box>
story-body-ku-admission <box>19 467 260 638</box>
flag-right-para: বাংলাদেশ ক্রিকেট বোর্ডের আয়োজনে ইয়ং টাইগার্স অনূর্ধ্ব-১৬ জাতীয় ক্রিকেট টুর্নামেন্টে খুলনা অনূর্ধ্ব-১৬ ও বিনাইদহ অনূর্ধ্ব-১৬ মধ্যকার খেলায় খুলনা ১১২ রানে জয়লাভ করে। <box>1088 42 1512 63</box>
photo-caption: খুলনা জেলা বিএনপি আয়োজিত অনুষ্ঠানে কেক কেটে শহীদ জিয়াউর রহমানের জন্মবার্ষিকী উদযাপন করা হয়। অনুষ্ঠানে নেতাকর্মীরা উপস্থিত ছিলেন।-পূর্বাঞ্চল। <box>531 652 764 683</box>
paragraph: নির্বাচন কমিশনে আপিল শুনানিতে প্রার্থিতা ফিরে পেয়েছেন সাবেক সংসদ সদস্য। রিটার্নিং কর্মকর্তা তাঁর মনোনয়নপত্র বাতিল করেছিলেন ঋণখেলাপির অভিযোগে। <box>531 322 764 357</box>
paragraph: সভায় বিভিন্ন প্রিন্ট ও ইলেকট্রনিক মিডিয়ার সাংবাদিকবৃন্দ উপস্থিত ছিলেন। শেষে সাংবাদিকদের বিভিন্ন প্রশ্নের উত্তর দেন প্রার্থী।-খবরঃ বিজ্ঞপ্তির। <box>652 860 764 930</box>
story-kicker-safe-khulna: নিরাপদ খুলনা চাই মানববন্ধনে বক্তারা <box>1063 471 1223 492</box>
story-body-youth-july <box>19 844 260 977</box>
page-footer <box>12 2284 1520 2332</box>
paragraph: খুলনা মহানগরীতে আইনশৃঙ্খলা পরিস্থিতির অবনতিতে আতঙ্কে দিন কাটাচ্ছেন নগরবাসী। সাম্প্রতিক সময়ে চুরি, ছিনতাই ও চাঁদাবাজির ঘটনা বেড়েছে। <box>19 1017 135 1076</box>
kicker-wrap <box>1275 387 1513 412</box>
paragraph: যশোর ব্যুরোঃ আসন্ন জাতীয় নির্বাচনকে সামনে রেখে যশোরে বিশেষ অভিযান চালিয়েছে পুলিশ। দুই ঘণ্টার অভিযানে ৩৫টি মামলা দায়ের ও ৩০টি মোটরসাইকেল জব্দ করা হয়েছে। <box>1027 1028 1139 1110</box>
kicker-wrap <box>275 554 516 579</box>
story-headline-youth-july[interactable]: যুব সমাজের আশা আকাঙ্ক্ষার প্রতিফলনের জন্য জুলাই চেতনা বাস্তবায়ন করতে হবে <box>28 777 251 840</box>
story-body-bagerhat-jamaat <box>531 798 764 955</box>
paragraph: মানববন্ধনে বিভিন্ন সামাজিক, সাংস্কৃতিক ও পেশাজীবী সংগঠনের নেতৃবৃন্দ অংশগ্রহণ করেন। পরে একটি বিক্ষোভ মিছিল নগরীর প্রধান সড়ক প্রদক্ষিণ করে।-খবরঃ বিজ্ঞপ্তির। <box>1148 683 1260 765</box>
column-5 <box>1020 225 1268 2215</box>
masthead-center <box>460 10 1072 209</box>
paragraph: বাংলাদেশের মহান স্বাধীনতার ঘোষক, আধুনিক বাংলাদেশের রূপকার, বিএনপির প্রতিষ্ঠাতা চেয়ারম্যান ও সাবেক রাষ্ট্রপতি শহীদ জিয়াউর রহমানের জন্মবার্ষিকী উপলক্ষে খুলনা মহানগর বিএনপির প্রস্তুতি সভা আজ রবিবার বিকেল ৪টায় দলীয় কার্যালয়ে অনুষ্ঠিত হবে। <box>531 445 764 503</box>
story-headline-senior-journalist[interactable]: সিনিয়র সাংবাদিক খুজেস্তা নুরে ইব্রাহিম <box>1280 1158 1508 1175</box>
story-headline-chuknagar[interactable]: চুকনগর প্রেসক্লাবে সাংবাদিকদের সাথে জামায়াত প্রার্থীর মতবিনিময় <box>536 957 759 992</box>
story-headline-cec[interactable]: সুষ্ঠুভাবে নির্বাচন অনুষ্ঠানের বিষয়ে <box>296 582 495 599</box>
paragraph: সমাবেশে উপজেলা ও ইউনিয়ন পর্যায়ের নেতাকর্মীরা উপস্থিত ছিলেন। সভাপতিত্ব করেন উপজেলা আমির।-খবরঃ বিজ্ঞপ্তির। <box>144 917 260 975</box>
paragraph: বিশ্ববিদ্যালয়ের ভর্তি কমিটির সভায় সিদ্ধান্ত অনুযায়ী 'এ' ইউনিট, 'বি' ইউনিট ও 'সি' ইউনিটে আবেদন গ্রহণ চলছে। আগ্রহী শিক্ষার্থীরা বিশ্ববিদ্যালয়ের ওয়েবসাইটে গিয়ে আবেদন ফরম পূরণ করতে পারবেন। <box>19 529 135 611</box>
lead-headline[interactable]: প্রার্থিতা ফিরে পেলেন আরও ৪৪ জন, আপিল শুনানি শেষ আজ <box>275 228 516 368</box>
flag-right-headline: ইয়ং টাইগার্স অনূর্ধ্ব-১৬ ক্রিকেটে খুলনার জয় <box>1088 16 1512 40</box>
story-headline-admission-extended[interactable]: ভেলাইরহাটে ভর্তি শেষে মসজিদবীর আশায় ৫ জানুয়ারি পর্যন্ত বৃদ্ধি <box>1290 1217 1498 1252</box>
paragraph: মানববন্ধনে বিভিন্ন সামাজিক, সাংস্কৃতিক ও পেশাজীবী সংগঠনের নেতৃবৃন্দ অংশগ্রহণ করেন। পরে একটি বিক্ষোভ মিছিল নগরীর প্রধান সড়ক প্রদক্ষিণ করে।-খবরঃ বিজ্ঞপ্তির। <box>779 378 1012 413</box>
story-body-cec <box>275 603 516 714</box>
paragraph: সভায় বিভিন্ন প্রিন্ট ও ইলেকট্রনিক মিডিয়ার সাংবাদিকবৃন্দ উপস্থিত ছিলেন। শেষে সাংবাদিকদের বিভিন্ন প্রশ্নের উত্তর দেন প্রার্থী।-খবরঃ বিজ্ঞপ্তির। <box>779 498 1012 532</box>
photo-human-chain <box>19 1121 260 1249</box>
paragraph: সভায় মহানগর বিএনপির আহ্বায়ক ও সদস্য সচিবসহ সকল নেতাকর্মীকে যথাসময়ে উপস্থিত থাকার জন্য অনুরোধ জানানো হয়েছে।-খবরঃ বিজ্ঞপ্তির। <box>275 813 516 847</box>
flag-left-headline: প্রথম শ্রেণির ক্রিকেটে ভেঙে গেলো ২৩২ বছরের পুরোনো রেকর্ড <box>20 16 444 40</box>
paragraph: নিজস্ব সংবাদদাতা, রামপালঃ যুব সমাজের আশা আকাঙ্ক্ষার প্রতিফলনের জন্য জুলাই চেতনা বাস্তবায়ন করতে হবে বলে মন্তব্য করেছেন বক্তারা। <box>19 843 135 902</box>
story-headline-bnp-meeting[interactable]: খুলনা মহানগর বিএনপির প্রস্তুতি সভা আজ <box>283 717 508 759</box>
paragraph: সভায় তিনি এলাকার উন্নয়ন পরিকল্পনা তুলে ধরেন এবং সাংবাদিকদের সহযোগিতা কামনা করেন।-খবরঃ বিজ্ঞপ্তির। <box>531 1022 764 1045</box>
photo-portrait <box>1275 1295 1513 1423</box>
paragraph: গতকাল শনিবার সকালে খুলনা প্রেসক্লাবের সামনে 'নিরাপদ খুলনা চাই' ব্যানারে আয়োজিত মানববন্ধনে বক্তারা এসব কথা বলেন। <box>1027 657 1139 715</box>
story-headline-monirampur[interactable]: মনিরামপুর পৌর শহরে ঐক্য ফুটপাত দখল মুক্তকরণ অভিযান <box>275 1066 516 1101</box>
masthead-website[interactable]: www.purbanchal.com <box>556 183 976 209</box>
story-headline-india-match[interactable]: বৃষ্টি শুনানি ভারতের কাছে হারল বাংলাদেশ <box>553 1352 742 1387</box>
photo-drive <box>1027 1189 1260 1305</box>
paragraph: তাঁরা অবিলম্বে আইনশৃঙ্খলা পরিস্থিতির উন্নয়নে কার্যকর পদক্ষেপ গ্রহণের দাবি জানান। অন্যথায় কঠোর আন্দোলনের হুঁশিয়ারি দেওয়া হয়। <box>779 340 1012 374</box>
paragraph: খুলনা মহানগর শ্রমিক দলের নির্বাচন পরিচালনা কমিটি গঠন করা হয়েছে। কমিটিতে আহবায়ক ও সদস্য সচিবসহ সদস্য মনোনীত করা হয়েছে। <box>1027 266 1260 300</box>
photo-caption: রামপালে জামায়াতে ইসলামী আয়োজিত যুব সমাবেশে অতিথিবৃন্দ উপস্থিত ছিলেন।-পূর্বাঞ্চল। <box>1027 893 1260 913</box>
paragraph: খুলনাস্থ বাগেরহাট সমিতির মাসিক সভা ও দোয়া মাহফিল গতকাল শনিবার সমিতির কার্যালয়ে অনুষ্ঠিত হয়েছে। <box>275 966 391 1012</box>
paragraph: বৈঠকে নির্বাচন কর্মকর্তারা ভোটাধিকার প্রয়োগের গুরুত্ব ও পদ্ধতি সম্পর্কে বিস্তারিত আলোচনা করেন। <box>779 666 1012 689</box>
flag-right-body <box>1088 43 1512 112</box>
story-body-deaf-youth <box>275 1231 516 1290</box>
flag-left-para: দ্বিতীয় ইনিংসে ব্যাট করতে নেমে পিটিভির ব্যাটাররা কেউই দুই অঙ্কের ঘরে পৌঁছাতে পারেনি। ৩৭ রানেই গুটিয়ে যায় তাদের ইনিংস। সর্বোচ্চ ৯ রান আসে ৬ উইকেট নিয়েছেন উসমান। <box>20 111 444 131</box>
story-body-law-order <box>19 1018 260 1117</box>
paragraph: উপজেলা প্রশাসনের নেতৃত্বে পরিচালিত এ অভিযানে অবৈধ স্থাপনা ও দোকানপাট সরিয়ে নেওয়া হয়। <box>275 1104 516 1189</box>
paragraph: ভর্তি পরীক্ষা সংক্রান্ত বিস্তারিত তথ্য বিশ্ববিদ্যালয়ের ওয়েবসাইটে পাওয়া যাবে। আবেদনের শেষ তারিখ পর্যন্ত অনলাইনে ফি জমা দেওয়া যাবে। <box>19 467 260 637</box>
paragraph: তিনি আরও বলেন, বাগেরহাটের উন্নয়নে সকলের সহযোগিতা প্রয়োজন। শিক্ষা, স্বাস্থ্য, কৃষি ও যোগাযোগ ব্যবস্থার উন্নয়নে কাজ করা হবে। <box>779 459 1012 494</box>
paragraph: অভিযানে মোট ১৪৭৫টি যানবাহন তল্লাশি করা হয়। কাগজপত্র না থাকা, হেলমেট ব্যবহার না করা ও অতিরিক্ত গতিতে চলাচলকারী চালকদের বিরুদ্ধে ব্যবস্থা নেওয়া হয়। <box>1275 1084 1389 1154</box>
